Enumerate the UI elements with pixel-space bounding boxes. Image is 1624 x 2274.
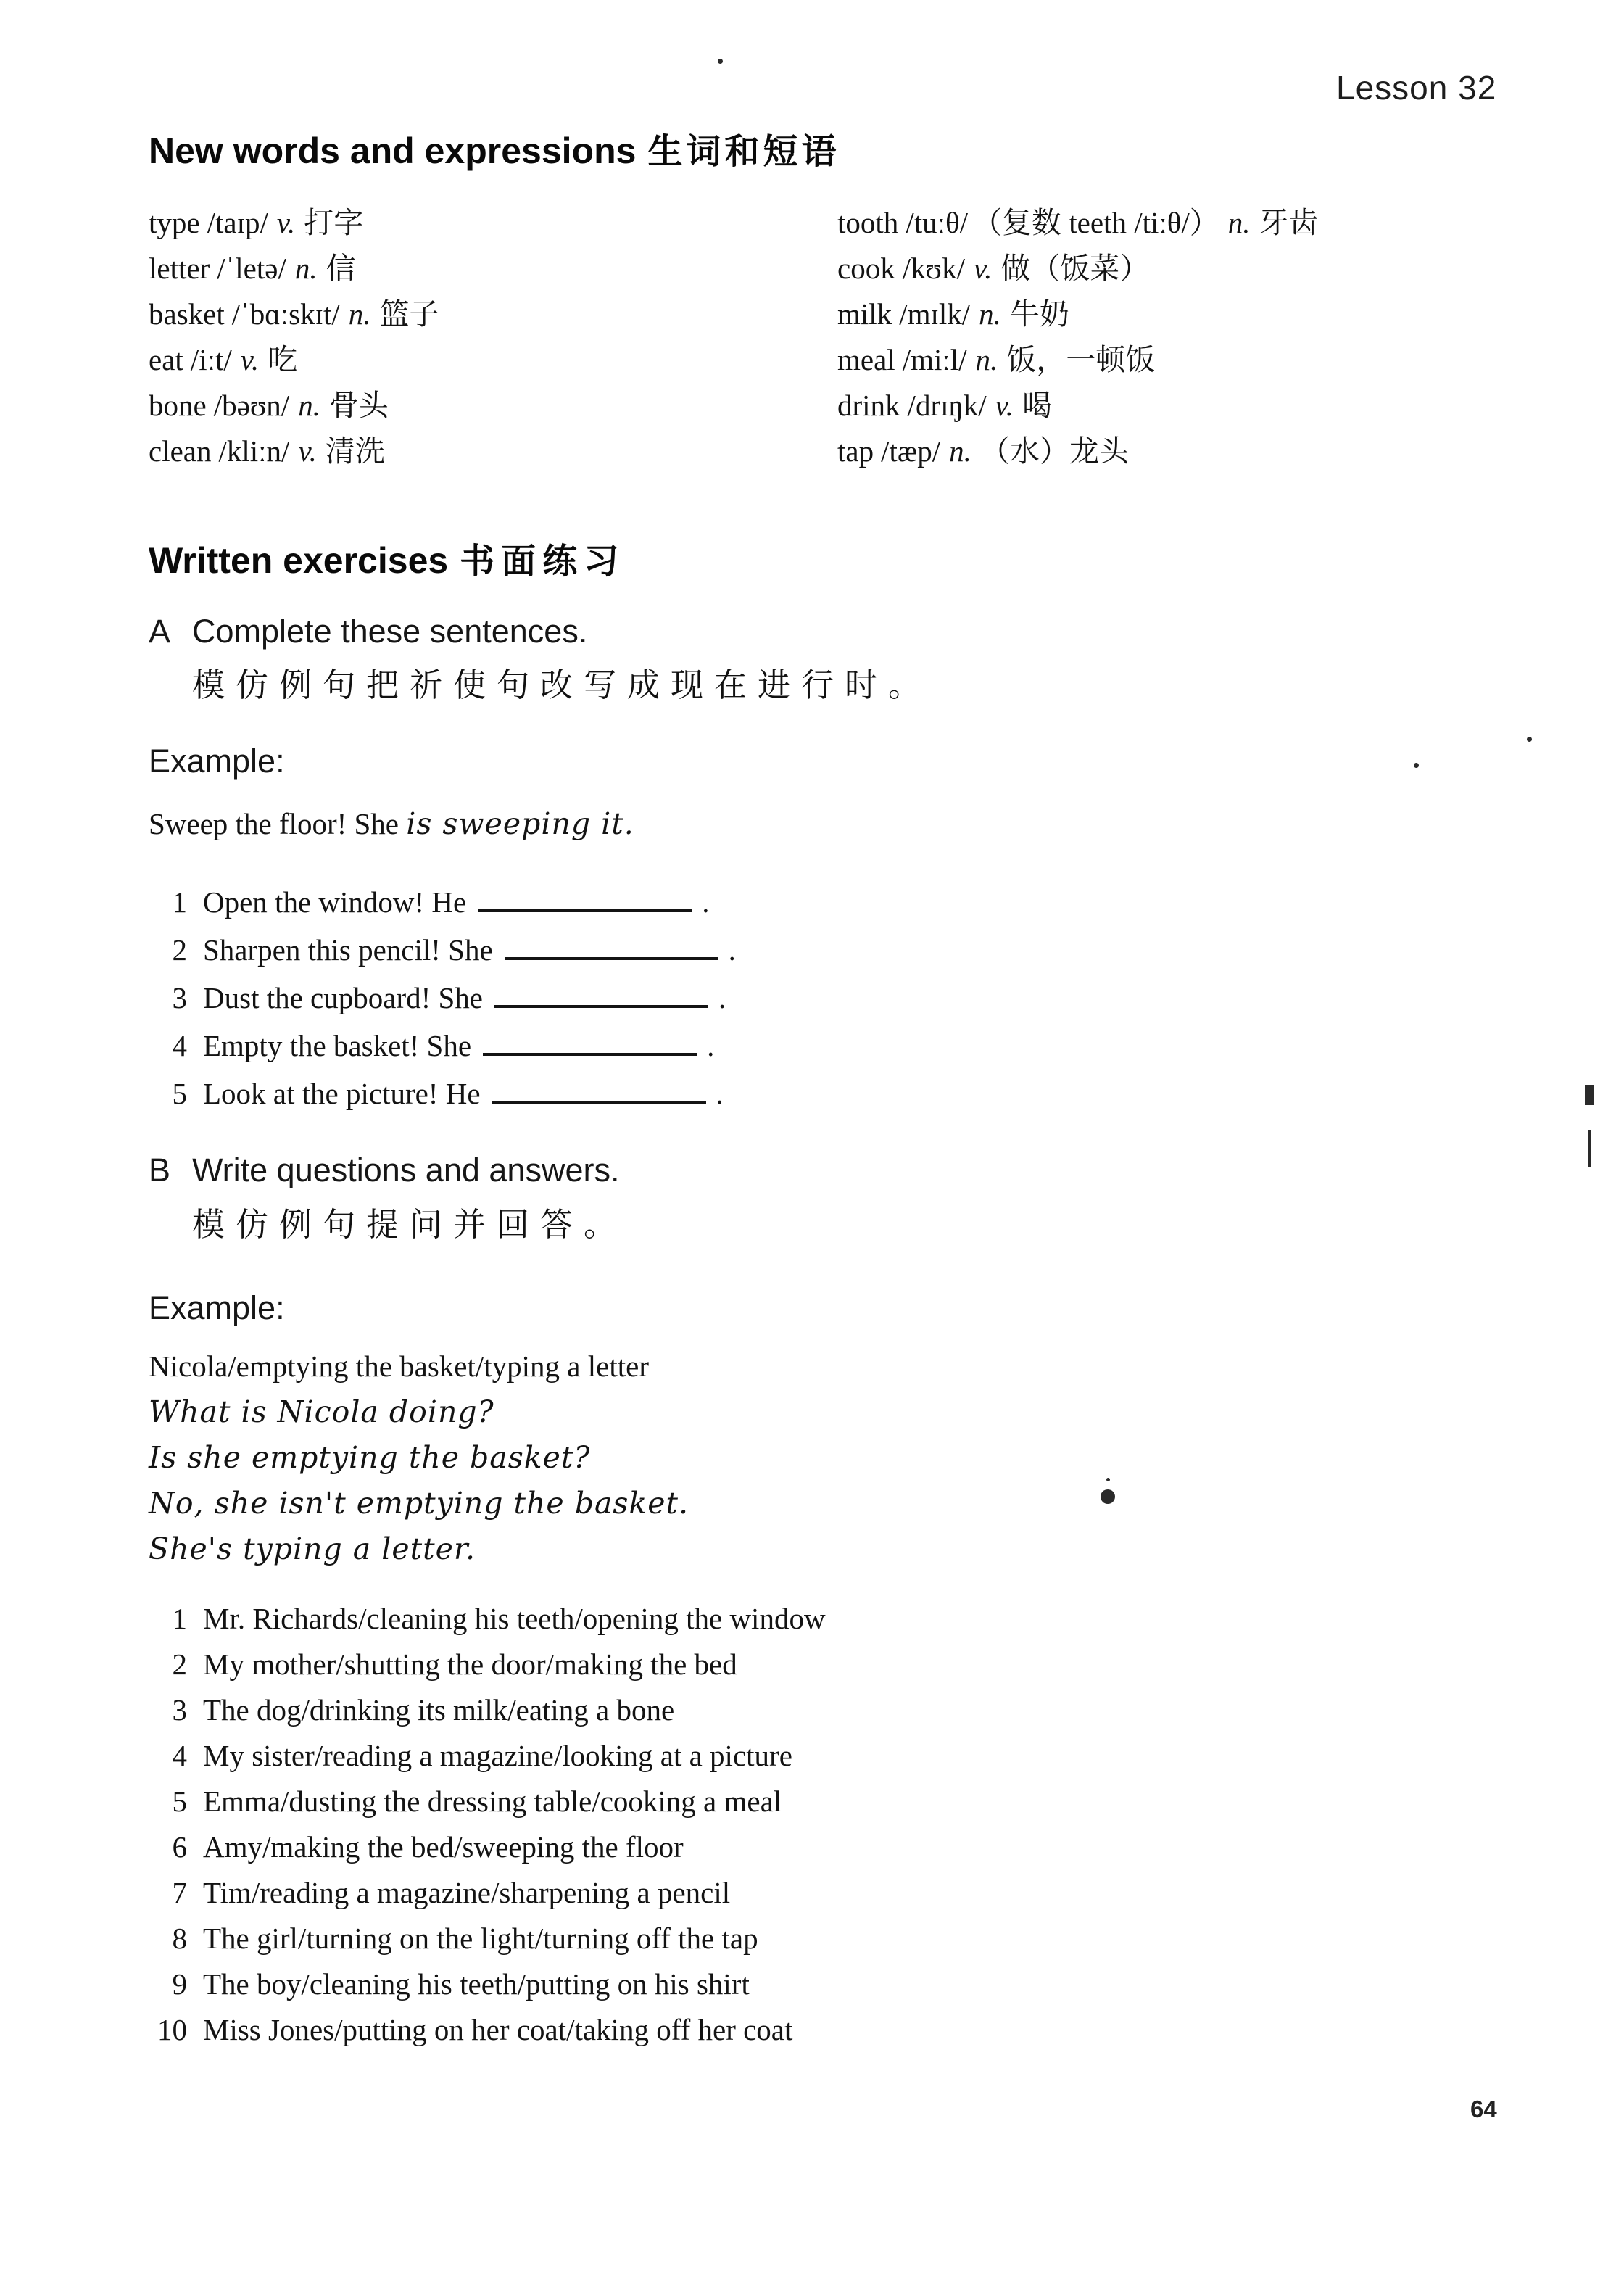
item-number: 4	[172, 1739, 187, 1772]
item-number: 2	[172, 933, 187, 967]
part-of-speech: n.	[298, 389, 320, 422]
answer-blank	[492, 1095, 706, 1104]
example-prefix-a: Sweep the floor! She	[149, 807, 407, 840]
word: tap	[837, 434, 874, 468]
item-number: 1	[172, 1602, 187, 1635]
translation: 饭，一顿饭	[1006, 343, 1156, 376]
item-number: 8	[172, 1922, 187, 1955]
word: eat	[149, 343, 183, 376]
example-label-a: Example:	[149, 743, 285, 780]
vocab-list-left	[149, 199, 439, 473]
translation: 骨头	[328, 389, 389, 422]
scan-artifact-ink-blob	[1101, 1489, 1115, 1504]
vocab-row	[837, 336, 1319, 381]
section-a-title	[149, 613, 587, 650]
item-number: 5	[172, 1785, 187, 1818]
item-number: 10	[157, 2013, 187, 2046]
example-sentence-a	[149, 806, 634, 841]
section-b-subtitle-zh: 模仿例句提问并回答。	[192, 1207, 628, 1243]
part-of-speech: v.	[298, 434, 317, 468]
item-number: 9	[172, 1967, 187, 2001]
item-period: .	[707, 1029, 715, 1062]
part-of-speech: v.	[240, 343, 260, 376]
written-exercises-heading	[149, 533, 625, 583]
part-of-speech: n.	[949, 434, 972, 468]
item-text: Mr. Richards/cleaning his teeth/opening the window	[203, 1602, 826, 1635]
example-prompt-b: Nicola/emptying the basket/typing a letter	[149, 1349, 649, 1383]
vocab-row	[149, 381, 439, 427]
pronunciation: /ˈletə/	[217, 252, 286, 285]
translation: 打字	[304, 206, 364, 239]
item-text: Amy/making the bed/sweeping the floor	[203, 1830, 684, 1864]
section-b-title-text: Write questions and answers.	[192, 1152, 620, 1188]
pronunciation: /miːl/	[902, 343, 967, 376]
exercise-item	[154, 1028, 736, 1076]
vocab-row	[149, 199, 439, 244]
section-a-items	[154, 885, 736, 1124]
item-number: 5	[172, 1077, 187, 1110]
scan-artifact-blob	[1585, 1085, 1594, 1105]
exercise-item	[154, 933, 736, 980]
pronunciation: /iːt/	[190, 343, 232, 376]
vocab-row	[837, 244, 1319, 290]
section-b-title	[149, 1152, 619, 1189]
written-exercises-heading-en: Written exercises	[149, 540, 449, 581]
pronunciation: /kʊk/	[902, 252, 965, 285]
item-period: .	[728, 933, 736, 967]
exercise-item	[154, 1647, 826, 1692]
pronunciation: /tuːθ/	[906, 206, 969, 239]
scan-artifact-dot	[1414, 763, 1419, 768]
item-text: Empty the basket! She	[203, 1029, 472, 1062]
part-of-speech: n.	[975, 343, 998, 376]
pronunciation: /bəʊn/	[213, 389, 290, 422]
vocab-row	[149, 427, 439, 473]
part-of-speech: n.	[294, 252, 318, 285]
section-a-letter: A	[149, 613, 171, 650]
answer-blank	[494, 999, 708, 1008]
item-number: 3	[172, 981, 187, 1014]
exercise-item	[154, 1738, 826, 1784]
new-words-heading	[149, 123, 840, 173]
word: milk	[837, 297, 892, 331]
item-text: The dog/drinking its milk/eating a bone	[203, 1693, 675, 1727]
vocab-row	[149, 244, 439, 290]
plural-note: （复数 teeth /tiːθ/）	[972, 206, 1219, 239]
pronunciation: /tæp/	[881, 434, 941, 468]
vocab-row	[149, 336, 439, 381]
item-period: .	[702, 885, 710, 919]
translation: 喝	[1022, 389, 1053, 422]
translation: 清洗	[325, 434, 385, 468]
exercise-item	[154, 1829, 826, 1875]
item-text: Tim/reading a magazine/sharpening a pencil	[203, 1876, 731, 1909]
word: bone	[149, 389, 207, 422]
vocab-row	[837, 290, 1319, 336]
new-words-heading-zh: 生词和短语	[647, 133, 840, 171]
example-answer-a: is sweeping it.	[406, 806, 634, 841]
word: letter	[149, 252, 210, 285]
item-number: 6	[172, 1830, 187, 1864]
part-of-speech: v.	[974, 252, 993, 285]
item-period: .	[716, 1077, 724, 1110]
translation: 牛奶	[1009, 297, 1069, 331]
written-exercises-heading-zh: 书面练习	[460, 542, 626, 581]
pronunciation: /kliːn/	[218, 434, 290, 468]
word: type	[149, 206, 200, 239]
word: basket	[149, 297, 225, 331]
example-answer-line: Is she emptying the basket?	[149, 1440, 591, 1475]
part-of-speech: v.	[995, 389, 1014, 422]
vocab-row	[837, 381, 1319, 427]
exercise-item	[154, 1921, 826, 1967]
new-words-heading-en: New words and expressions	[149, 131, 637, 171]
part-of-speech: n.	[1227, 206, 1251, 239]
vocab-row	[837, 427, 1319, 473]
example-label-b: Example:	[149, 1289, 285, 1326]
exercise-item	[154, 1692, 826, 1738]
translation: 吃	[268, 343, 298, 376]
vocab-row	[837, 199, 1319, 244]
answer-blank	[505, 951, 718, 960]
example-answer-line: No, she isn't emptying the basket.	[149, 1486, 689, 1521]
pronunciation: /drɪŋk/	[907, 389, 987, 422]
section-b-letter: B	[149, 1152, 171, 1188]
translation: 做（饭菜）	[1000, 252, 1150, 285]
item-text: Sharpen this pencil! She	[203, 933, 493, 967]
vocab-list-right	[837, 199, 1319, 473]
lesson-label: Lesson 32	[1336, 69, 1497, 107]
word: clean	[149, 434, 212, 468]
word: drink	[837, 389, 900, 422]
item-text: Look at the picture! He	[203, 1077, 481, 1110]
page-number: 64	[1470, 2096, 1497, 2122]
answer-blank	[483, 1047, 697, 1056]
answer-blank	[478, 904, 692, 912]
item-text: Open the window! He	[203, 885, 467, 919]
exercise-item	[154, 885, 736, 933]
item-number: 1	[172, 885, 187, 919]
word: cook	[837, 252, 895, 285]
exercise-item	[154, 980, 736, 1028]
section-b-items	[154, 1601, 826, 2058]
item-text: Emma/dusting the dressing table/cooking a meal	[203, 1785, 782, 1818]
exercise-item	[154, 1076, 736, 1124]
exercise-item	[154, 1967, 826, 2012]
scan-artifact-bar	[1588, 1130, 1591, 1167]
item-text: My mother/shutting the door/making the bed	[203, 1647, 737, 1681]
item-number: 4	[172, 1029, 187, 1062]
translation: 篮子	[379, 297, 439, 331]
item-text: The girl/turning on the light/turning off the tap	[203, 1922, 758, 1955]
item-text: Miss Jones/putting on her coat/taking off her coat	[203, 2013, 793, 2046]
exercise-item	[154, 2012, 826, 2058]
scan-artifact-dot	[718, 59, 723, 64]
part-of-speech: v.	[276, 206, 296, 239]
part-of-speech: n.	[979, 297, 1001, 331]
item-number: 7	[172, 1876, 187, 1909]
word: meal	[837, 343, 895, 376]
item-text: Dust the cupboard! She	[203, 981, 483, 1014]
scan-artifact-dot	[1527, 737, 1532, 742]
example-answer-line: What is Nicola doing?	[149, 1394, 494, 1429]
section-a-subtitle-zh: 模仿例句把祈使句改写成现在进行时。	[192, 667, 932, 703]
exercise-item	[154, 1784, 826, 1829]
item-number: 3	[172, 1693, 187, 1727]
part-of-speech: n.	[348, 297, 371, 331]
pronunciation: /ˈbɑːskɪt/	[231, 297, 340, 331]
translation: 牙齿	[1259, 206, 1319, 239]
exercise-item	[154, 1875, 826, 1921]
pronunciation: /mɪlk/	[899, 297, 971, 331]
item-number: 2	[172, 1647, 187, 1681]
word: tooth	[837, 206, 899, 239]
example-answer-line: She's typing a letter.	[149, 1531, 476, 1566]
vocab-row	[149, 290, 439, 336]
section-a-title-text: Complete these sentences.	[192, 613, 588, 650]
translation: 信	[326, 252, 356, 285]
pronunciation: /taɪp/	[207, 206, 268, 239]
item-period: .	[718, 981, 726, 1014]
item-text: The boy/cleaning his teeth/putting on his shirt	[203, 1967, 750, 2001]
item-text: My sister/reading a magazine/looking at a picture	[203, 1739, 792, 1772]
translation: （水）龙头	[979, 434, 1129, 468]
exercise-item	[154, 1601, 826, 1647]
scan-artifact-dot	[1106, 1478, 1110, 1481]
